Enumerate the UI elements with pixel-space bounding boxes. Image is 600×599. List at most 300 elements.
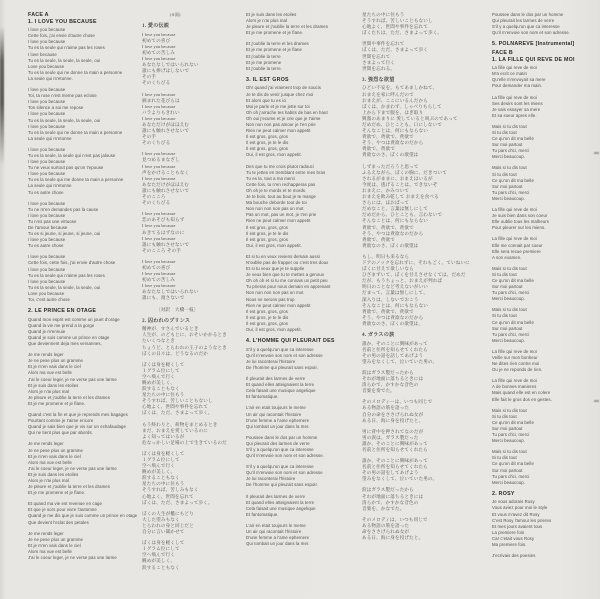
lyric-line: D'une femme a l'ame ephemere: [246, 535, 310, 541]
stanza: [246, 41, 360, 71]
lyric-line: 心地よく、世間を忘れて: [142, 493, 194, 499]
lyric-line: バラよりもきれい: [142, 109, 180, 115]
lyric-line: Mais si tu dis tout: [492, 307, 527, 313]
lyric-line: Tu es la seule, la seule, la seule, oui: [28, 57, 101, 63]
lyric-line: Je ne pese plus un gramme: [28, 447, 84, 453]
stanza: [28, 254, 140, 303]
lyric-line: 清らかで、かすかな音色の: [362, 499, 419, 505]
lyric-line: 貪欲なのさ、ぼくの欲望は、: [362, 320, 424, 326]
lyric-line: Que devient l'eclat des petales: [28, 519, 89, 525]
lyric-line: La seule qui m'etonne: [28, 135, 72, 141]
stanza: [246, 347, 360, 371]
lyric-line: I love you because: [142, 103, 176, 109]
lyric-line: だめだめ、ひとことも、口にしないで: [362, 122, 442, 127]
lyric-line: Sur moi partout: [492, 183, 523, 189]
lyric-line: I love you because: [142, 163, 176, 169]
song-heading: [492, 491, 598, 498]
lyric-line: La seule qui m'etonne: [28, 183, 72, 189]
lyric-line: 名前と住所を知らせてくれたら: [362, 346, 428, 352]
lyric-line: Et sa soeur apres elle.: [492, 112, 537, 118]
song-heading: [28, 308, 140, 315]
lyric-line: 名前と住所を知らせてくれたら: [362, 464, 428, 470]
lyric-line: 眺めが美しく、: [142, 558, 175, 564]
lyric-line: La fille qui reve de moi: [492, 348, 537, 354]
lyric-line: Et fantomatique.: [246, 394, 279, 400]
lyric-line: Cette fois, j'ai envie d'autre chose: [28, 33, 95, 39]
lyric-line: I love you because: [142, 283, 176, 289]
heading-line: 3. 強烈な欲望: [362, 76, 395, 83]
stanza: [142, 362, 242, 417]
lyric-line: Ma premiere fois.: [492, 542, 527, 548]
lyric-line: Ne dites rien contre moi: [492, 361, 540, 367]
lyric-line: それが地面に落ちるときには: [362, 376, 424, 382]
lyric-line: Et je me promene et je flane: [246, 47, 302, 53]
lyric-line: ふるえながら、ぼくの胸に、だきついて: [362, 169, 447, 175]
lyric-line: だめなこと、言葉は無しにして: [362, 206, 428, 212]
lyric-line: Et je suis dans les etoiles: [28, 471, 79, 477]
lyric-line: Si tu dis tout: [492, 413, 517, 419]
lyric-line: ある日、海に身を投げたと。: [362, 417, 424, 423]
lyric-line: 誰か、そのことに興味があって: [362, 340, 428, 346]
lyric-line: Qui tombait un jour dans la mer.: [246, 541, 310, 547]
lyric-line: ぼくは、ただ、さまよって歩く。: [142, 410, 213, 416]
lyric-line: S'il y a quelqu'un que ca interesse: [246, 464, 314, 470]
lyric-line: Non non non non pas un mot: [246, 290, 304, 296]
lyric-line: Alors je n'ai plus mal: [28, 477, 70, 483]
lyric-line: 人生が、のどもとに、おそいかかるとき: [142, 332, 227, 338]
stanza: [246, 523, 360, 547]
lyric-line: Tu pars d'ici, merci: [492, 189, 530, 195]
lyric-line: まだ、おまえを愛しているのに: [142, 427, 208, 433]
lyric-line: A son examen.: [492, 254, 522, 260]
lyric-line: されるがままに、おまえはいるが: [362, 175, 433, 181]
stanza: [142, 12, 242, 18]
lyric-line: Tu es la seule, la seule qui n'est pas jalouse: [28, 152, 116, 158]
stanza: [246, 405, 360, 429]
lyric-line: その手: [142, 74, 157, 80]
stanza: [362, 164, 476, 249]
stanza: [492, 378, 598, 402]
lyric-line: Cela faisait une musique angelique: [246, 505, 316, 511]
stanza: [492, 12, 598, 36]
lyric-line: ぼくの人生が檻にもどり: [142, 510, 194, 516]
lyric-line: ぼくは身を軽くして: [142, 450, 185, 456]
song-heading: [362, 332, 476, 339]
lyric-line: 貪欲で、貪欲で、貪欲で: [362, 134, 414, 140]
lyric-line: そんなことは、何にもならない: [362, 128, 428, 134]
lyric-line: ある物語の筋を語った: [362, 405, 410, 411]
lyric-line: Si tu dis tout: [492, 455, 517, 461]
lyric-line: Et je m'en vais dans le ciel: [28, 364, 81, 370]
lyric-line: Pour demander ma main.: [492, 83, 543, 89]
lyric-line: Veille sur mon bonheur: [492, 355, 538, 360]
column-4-japanese-songs-3-4: [362, 12, 476, 546]
lyric-line: Sur moi partout: [492, 142, 523, 148]
stanza: [142, 151, 242, 206]
lyric-line: Ton silence a soi me repose: [28, 105, 84, 111]
lyric-line: Je suis bien dans son coeur: [492, 213, 548, 219]
lyric-line: もう終わりと、荷物をまとめるとき: [142, 421, 218, 427]
lyric-line: Je ne pese plus un gramme: [28, 358, 84, 364]
stanza: [28, 317, 140, 347]
lyric-line: S'il y a quelqu'un que ca interesse: [246, 447, 314, 452]
lyric-line: I love you because: [28, 237, 66, 243]
lyric-line: Et alors que tu es ici: [246, 97, 287, 103]
lyric-line: 上から下まで服を、はぎ取り: [362, 109, 424, 115]
lyric-line: I love you because: [28, 146, 66, 152]
lyric-line: I love you because: [142, 115, 176, 121]
lyric-line: Oui, il est gros, mon appetit.: [246, 152, 302, 158]
lyric-line: 望みをなくして、泣いていた男の、: [362, 358, 438, 364]
lyric-line: Sur moi partout: [492, 284, 523, 290]
lyric-line: さまよって行く: [362, 59, 395, 65]
stanza: [362, 487, 476, 511]
lyric-line: I love you because: [28, 123, 66, 129]
lyric-line: 初めての喜び: [142, 264, 171, 270]
lyric-line: 空へ飛んで行く: [142, 373, 175, 379]
lyric-line: I love you because: [28, 159, 66, 165]
lyric-line: そのくちびる: [142, 80, 171, 86]
lyric-line: 空へ飛んで行く: [142, 552, 175, 558]
lyric-line: 音楽を、かなでた。: [362, 505, 405, 511]
stanza: [492, 449, 598, 486]
lyric-line: 貪欲で、貪欲で: [362, 236, 395, 242]
stanza: [28, 352, 140, 407]
lyric-line: I love you because: [28, 27, 66, 33]
lyric-line: Non non non pas amour je t'en prie: [246, 122, 316, 127]
lyric-line: Et quand elles atteignaient la terre: [246, 499, 315, 505]
lyric-line: I love you because: [142, 31, 176, 37]
lyric-line: Elle oublie tous les malheurs: [492, 219, 550, 225]
lyric-line: La seule qui m'etonne.: [28, 75, 73, 81]
column-2-japanese-songs-1-2: [142, 12, 242, 576]
lyric-line: Poussee dans le dos par un homme: [246, 434, 318, 440]
lyric-line: 貪欲なのさ、ぼくの欲望は: [362, 152, 419, 158]
lyric-line: そんなことは、何にもならない: [362, 218, 428, 224]
lyric-line: Et que je sors pour vivre l'automne: [28, 507, 97, 513]
stanza: [492, 307, 598, 344]
lyric-line: Tu pars d'ici, merci: [492, 331, 530, 337]
song-heading: [246, 338, 360, 345]
lyric-line: あなただけがほほえむ: [142, 181, 190, 187]
lyric-line: Qu'il m'envoie son nom et son adresse: [246, 352, 323, 358]
lyric-line: Mais si tu dis tout: [492, 265, 527, 271]
lyric-line: ぼくは身を軽くして: [142, 540, 185, 546]
lyric-line: Quand je m'ennuie: [28, 328, 66, 334]
stanza: [492, 207, 598, 231]
lyric-line: Et quand elles atteignaient la terre: [246, 382, 315, 388]
lyric-line: Tu es la, tout a ma merci: [246, 175, 296, 181]
lyric-line: 明日のことなど考えないがいい: [362, 284, 428, 290]
lyric-line: Alors ma vue est belle: [28, 548, 73, 554]
stanza: [362, 517, 476, 541]
lyric-line: Qui pleurait les larmes de verre: [492, 18, 555, 24]
lyric-line: ぼくは、ただ、さまよって歩く。: [142, 499, 213, 505]
lyric-line: 心地よく、世間や事件を忘れて: [362, 24, 428, 30]
lyric-line: Et fantomatique.: [246, 511, 279, 517]
lyric-line: Oui, il est gros, mon appetit.: [246, 327, 302, 332]
heading-line: 1. 愛の伝説: [142, 23, 170, 30]
lyric-line: Sur moi partout: [492, 325, 523, 331]
lyric-line: Et vous m'avez dit Rosy: [492, 511, 540, 517]
lyric-line: Il est gros, gros, gros: [246, 236, 288, 242]
lyric-line: おまえが、ここにいるんだから: [362, 97, 428, 103]
lyric-line: おまえを家に呼んだので: [362, 91, 414, 97]
stanza: [142, 422, 242, 446]
song-heading: [362, 77, 476, 84]
lyric-line: Mais si tu dis tout: [492, 165, 527, 171]
stanza: [362, 429, 476, 453]
lyric-line: Et je suis dans les etoiles: [28, 382, 79, 388]
lyric-line: Il est gros, gros, gros: [246, 146, 288, 152]
lyric-line: Alors je n'ai plus mal: [246, 18, 288, 24]
lyric-line: Alors ma vue est belle: [28, 459, 73, 465]
heading-line: 5. POLNAREVE [Instrumental]: [492, 41, 575, 48]
stanza: [246, 464, 360, 488]
lyric-line: Quand je sais bien que je vis sur un echafaudage: [28, 424, 126, 430]
lyric-line: Et quand ma vie est revenue en cage: [28, 501, 102, 507]
lyric-line: Oh oui j'ecume et je crie que je t'aime: [246, 115, 321, 121]
heading-line: 1. LA FILLE QUI REVE DE MOI: [492, 56, 575, 63]
song-heading: [142, 318, 242, 325]
lyric-line: 眺めが美しく、: [142, 379, 175, 385]
stanza: [142, 451, 242, 506]
lyric-line: Quand c'est la fin et que je reprends mes bagages: [28, 412, 128, 418]
lyric-line: Il est gros, je te le dis: [246, 230, 289, 236]
lyric-line: Toi, c'est autre chose: [28, 297, 70, 303]
lyric-line: そのくちびる: [142, 140, 171, 146]
lyric-line: そうすれば、苦しいこともないし: [142, 398, 213, 404]
lyric-line: La fille qui reve de moi: [492, 378, 537, 384]
stanza: [142, 511, 242, 535]
lyric-line: Oh oh je te mords et te mords: [246, 187, 306, 193]
lyric-line: ひざまずいて、ぼくを甘えさせなくては、だめだ: [362, 272, 466, 278]
lyric-line: Je me rends leger: [28, 530, 64, 536]
lyric-line: Que deviennent deja mes versannes,: [28, 341, 102, 347]
lyric-line: Des que tu me crois plutot radouci: [246, 163, 314, 169]
lyric-line: ぼくは、ただ、さまよって歩く: [362, 47, 428, 53]
stanza: [246, 435, 360, 459]
lyric-line: N'oublie pas de frapper ou c'est tres doux: [246, 259, 329, 265]
lyric-line: 今度は、逃げることは、できないぞ: [362, 181, 438, 187]
lyric-line: 初めての苦しみ: [142, 277, 175, 283]
lyric-line: Toi, ta rose n'est meme pas eclose: [28, 93, 97, 99]
lyric-line: Ce qu'on dit ma belle: [492, 319, 534, 325]
lyric-line: Il pleurait des larmes de verre: [246, 493, 306, 499]
lyric-line: そのメロディは、いつも同じで: [362, 516, 428, 522]
column-3-french-songs-3-4: [246, 12, 360, 552]
stanza: [492, 499, 598, 548]
lyric-line: Et je me promene et je flane.: [246, 30, 304, 36]
lyric-line: I love you because: [28, 254, 66, 260]
lyric-line: Elle me connait par coeur: [492, 242, 543, 248]
stanza: [28, 531, 140, 561]
lyric-line: I love you because: [142, 56, 176, 62]
lyric-line: I love you because: [28, 171, 66, 177]
lyric-line: 世間を忘れて: [362, 53, 391, 59]
lyric-line: しずまっただろうと思って: [362, 163, 419, 169]
lyric-line: Cette fois, tu n'en rechapperas pas: [246, 181, 316, 187]
lyric-line: Et j'oublie la terre: [246, 53, 281, 59]
lyric-line: 危なっかしい足場の上で生きているのだ: [142, 439, 227, 445]
lyric-line: I love you because: [142, 211, 176, 217]
lyric-line: Je me rends leger: [28, 441, 64, 447]
lyric-line: Et je m'en vais dans le ciel: [28, 453, 81, 459]
lyric-line: とらわれの身と同じだと: [142, 522, 194, 528]
lyric-line: Cette fois, cette fois, j'ai envie d'autre chose: [28, 260, 116, 266]
lyric-line: Tu prieras pour nous demain en apprenant: [246, 284, 331, 290]
lyric-line: Il est gros, gros, gros: [246, 224, 288, 230]
lyric-line: ひどい不安を、もてあましかねて、: [362, 85, 438, 91]
lyric-line: そう、やつは貪欲なのだから: [362, 314, 424, 320]
lyric-line: Il est gros, je te le dis: [246, 314, 289, 320]
lyric-line: Elle sera recue premiere: [492, 248, 541, 254]
lyric-line: I love you because: [142, 151, 176, 157]
lyric-line: ぼくは、かまわず、しゃべりもらして: [362, 103, 442, 109]
lyric-line: １グラム位にして: [142, 546, 180, 552]
lyric-line: Tu n'es pas une virtuose: [28, 218, 77, 224]
lyric-line: Qui ne tient plus que par abords.: [28, 430, 93, 436]
lyric-line: M'a ecrit ce matin: [492, 71, 527, 77]
song-heading: [492, 41, 598, 48]
stanza: [142, 259, 242, 302]
lyric-line: そのメロディーは、いつも同じで: [362, 399, 433, 405]
lyric-line: I love you because: [28, 99, 66, 105]
lyric-line: Non non non non pas un mot: [246, 206, 304, 212]
lyric-line: そうすれば、苦しいこともないし: [362, 18, 433, 24]
lyric-line: ぼくは身を軽くして: [142, 361, 185, 367]
stanza: [362, 41, 476, 71]
lyric-line: Ses desirs sont les miens: [492, 100, 543, 106]
lyric-line: 大した望みもなく: [142, 516, 180, 522]
lyric-line: Quand je suis comme un prince en otage: [28, 335, 110, 340]
lyric-line: さらには、ほおばって: [362, 200, 410, 206]
lyric-line: Et si tu veux que je te supplie: [246, 266, 305, 272]
lyric-line: ぼくの日々は、どうなるのだか: [142, 350, 208, 356]
stanza: [28, 147, 140, 196]
lyric-line: 名前と住所を知らせてくれたら: [362, 447, 428, 452]
lyric-line: Car c'etait vous Rosy: [492, 535, 535, 541]
lyric-line: 貪欲なのさ、ぼくの欲望は: [362, 242, 419, 248]
lyric-line: あなたなしではいられない: [142, 62, 199, 68]
lyric-line: Il est gros, je te le dis: [246, 140, 289, 146]
lyric-line: その手: [142, 134, 157, 140]
lyric-line: La fille qui reve de moi: [492, 94, 537, 100]
lyric-line: 貪欲で、貪欲で: [362, 146, 395, 152]
stanza: [28, 87, 140, 142]
lyric-line: Rien ne peut calmer mon appetit: [246, 128, 311, 134]
lyric-line: Sur moi partout: [492, 467, 523, 473]
heading-line: FACE B: [492, 49, 513, 56]
lyric-line: J'ai le coeur leger, je ne verse pas une larme: [28, 465, 117, 471]
lyric-line: Merci beaucoup.: [492, 479, 525, 485]
lyric-line: J'ai le coeur leger, je ne verse pas une larme: [28, 555, 117, 560]
lyric-line: Mais si tu dis tout: [492, 123, 527, 129]
heading-line: FACE A: [28, 12, 49, 18]
lyric-line: Tu es la seule qui n'aime pas les roses: [28, 45, 105, 51]
lyric-line: 涙はガラス製だったから: [362, 487, 414, 493]
song-heading: [492, 50, 598, 63]
stanza: [362, 458, 476, 482]
lyric-line: 初めての苦しみ: [142, 49, 175, 55]
stanza: [492, 165, 598, 202]
lyric-line: I love you because: [142, 235, 176, 241]
lyric-line: Cela faisait une musique angelique: [246, 388, 316, 394]
lyric-line: 初めての喜び: [142, 37, 171, 43]
stanza: [492, 408, 598, 445]
lyric-line: C'est Rosy l'amour les prieres: [492, 517, 552, 523]
heading-line: 4. L'HOMME QUI PLEURAIT DES: [246, 338, 335, 345]
lyric-line: La fille qui reve de moi: [492, 207, 537, 213]
lyric-line: Quand mon esprit est comme un jouet d'orage: [28, 316, 120, 322]
lyric-line: ドアのノックを忘れずに、それもごく、ていねいに: [362, 259, 470, 265]
lyric-line: Tu es si jeune, si jeune, si jeune, oui: [28, 231, 101, 237]
lyric-line: Je lui raconterai l'histoire: [246, 358, 296, 364]
lyric-line: Oh! quand j'ai vraiment trop de soucis: [246, 85, 322, 91]
song-heading: [142, 23, 242, 30]
song-heading: [246, 77, 360, 84]
stanza: [246, 376, 360, 400]
lyric-line: Poussee dans le dos par un homme: [492, 12, 564, 17]
lyric-line: あなただけがほほえむ: [142, 122, 190, 127]
lyric-line: La fille qui reve de moi: [492, 65, 537, 71]
lyric-line: Qu'elle m'envoyait sa mere: [492, 77, 546, 83]
stanza: [142, 32, 242, 87]
lyric-line: Ma bouche deborde tout de toi: [246, 200, 307, 206]
lyric-line: Ce qu'on dit ma belle: [492, 177, 534, 183]
lyric-line: Merci beaucoup.: [492, 154, 525, 160]
lyric-line: その男の話をしてあげよう: [362, 470, 419, 476]
lyric-line: 星たちの中に住もう: [142, 481, 185, 487]
lyric-line: Vous aviez pour moi le style: [492, 505, 548, 511]
lyric-line: Tu pars d'ici, merci: [492, 473, 530, 479]
lyric-line: ある物語の筋を語った: [362, 522, 410, 528]
lyric-line: 涙することもなく: [142, 475, 180, 481]
lyric-line: 誰にも触れさせないで: [142, 241, 190, 247]
lyric-line: L'air en etait toujours le meme: [246, 405, 306, 411]
lyric-line: Si tu dis tout: [492, 130, 517, 135]
lyric-line: Love you because: [28, 63, 65, 69]
lyric-line: 男に背中を押されてなのだが: [362, 428, 424, 434]
lyric-line: その男の話を話してあげよう: [362, 352, 424, 358]
lyric-line: Mais si tu dis tout: [492, 407, 527, 413]
lyric-line: Nous ne serons pas trop: [246, 296, 295, 302]
lyric-line: Tu ne m'en demandes pas la cause: [28, 206, 99, 212]
stanza: [28, 501, 140, 525]
lyric-line: 涙することもなく: [142, 564, 180, 570]
lyric-line: よく知ってはいるが: [142, 433, 185, 439]
lyric-line: １グラム位にして: [142, 457, 180, 462]
lyric-line: 星たちの中に住もう: [362, 12, 405, 17]
lyric-line: そのこころ: [142, 194, 166, 200]
heading-line: 3. IL EST GROS: [246, 76, 289, 83]
lyric-line: I love you because: [142, 271, 176, 277]
lyric-line: 眺めが美しく、: [142, 469, 175, 475]
lyric-line: そのこころ その手: [142, 247, 182, 253]
lyric-line: １グラム位にして: [142, 367, 180, 373]
lyric-line: Tu pars d'ici, merci: [492, 290, 530, 296]
lyric-line: Je lui raconterai l'histoire: [246, 476, 296, 482]
lyric-line: 誰にも触れさせないで: [142, 128, 190, 134]
lyric-line: Alors je n'ai plus mal: [28, 388, 70, 394]
lyric-line: Je me rends leger: [28, 352, 64, 358]
lyric-line: Tu es la seule, la seule, la seule, oui: [28, 284, 101, 290]
lyric-line: ぼくたちは、ただ、さまよって歩く。: [362, 30, 443, 36]
lyric-line: 音楽を奏でた。: [362, 388, 395, 394]
lyric-line: Et je me promene et je flane.: [28, 400, 86, 406]
lyric-line: I love you because: [142, 223, 176, 229]
lyric-line: I love you because: [28, 39, 66, 45]
